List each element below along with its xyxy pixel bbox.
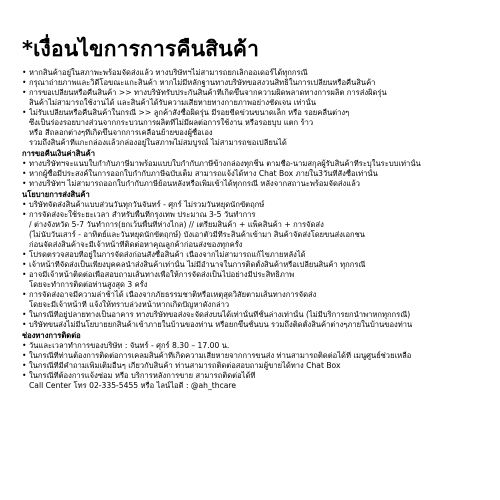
- bullet-icon: •: [22, 179, 27, 188]
- bullet-icon: •: [22, 88, 27, 97]
- list-item-text: บริษัทจัดส่งสินค้าแบบส่วนวันทุกวันจันทร์ - ศุกร์ ไม่รวมวันหยุดนักขัตฤกษ์: [29, 200, 265, 209]
- refund-section-heading: การขอคืนเงินค่าสินค้า: [22, 149, 95, 158]
- delivery-section-heading: นโยบายการส่งสินค้า: [22, 190, 90, 199]
- delivery-list: [12, 200, 492, 330]
- list-item-text: (ไม่นับวันเสาร์ - อาทิตย์และวันหยุดนักขัตฤกษ์) บังเอาตัวมีที่ระสินค้าเข้ามา สินค้าจัดส่งโดยขนส่งเอกชน: [29, 230, 365, 239]
- bullet-icon: •: [22, 270, 27, 279]
- list-item: [22, 200, 492, 210]
- list-item-text: ไม่รับเปลี่ยนหรือคืนสินค้าในกรณี >> ลูกค้าสั่งซื้อผิดรุ่น มีรอยขีดข่วนขนาดเล็ก หรือ รอยคลื่นต่างๆ: [29, 108, 350, 117]
- list-item: [22, 361, 492, 371]
- list-item-text: ซึ่งเป็นร่องรอยบางส่วนจากกระบวนการผลิตที่ไม่มีผลต่อการใช้งาน หรือรอยบุบ แตก ร้าว: [29, 118, 314, 127]
- refund-list: [12, 159, 492, 189]
- list-item-text: ทางบริษัทฯจะแนบใบกำกับภาษีมาพร้อมแบบใบกำกับภาษีข้างกล่องทุกชิ้น ตามชื่อ-นามสกุลผู้รับสินค้าที่ระบุในระบบเท่านั้น: [29, 159, 421, 168]
- bullet-icon: •: [22, 320, 27, 329]
- list-item: [22, 351, 492, 361]
- page-title: *เงื่อนไขการการคืนสินค้า: [22, 37, 260, 61]
- bullet-icon: •: [22, 78, 27, 87]
- list-item-text: ในกรณีที่อยู่ปลายทางเป็นอาคาร ทางบริษัทขอส่งจะจัดส่งบนได้เท่านั้นที่ชั้นล่างเท่านั้น (ไม่มีบริการยกนำพาหกทุกกรณี): [29, 310, 411, 319]
- bullet-icon: •: [22, 310, 27, 319]
- list-item: [22, 78, 492, 88]
- list-item: [22, 88, 492, 108]
- list-item-text: ทางบริษัทฯ ไม่สามารถออกใบกำกับภาษีย้อนหลังหรือเพิ่มเข้าได้ทุกกรณี หลังจากสถานะพร้อมจัดส่งแล้ว: [29, 179, 361, 188]
- bullet-icon: •: [22, 159, 27, 168]
- bullet-icon: •: [22, 200, 27, 209]
- list-item-text: การจัดส่งอาจมีความล่าช้าได้ เนื่องจากภัยธรรมชาติหรือเหตุสุดวิสัยตามเส้นทางการจัดส่ง: [29, 290, 317, 299]
- list-item-text: ในกรณีที่ต้องการแจ้งซ่อม หรือ บริการหลังการขาย สามารถติดต่อได้ที่: [29, 371, 256, 380]
- list-item-text: กรุณาถ่ายภาพและวิดีโอขณะแกะสินค้า หากไม่มีหลักฐานทางบริษัทขอสงวนสิทธิในการเปลี่ยนหรือคืนสินค้า: [29, 78, 376, 87]
- bullet-icon: •: [22, 341, 27, 350]
- list-item: [22, 260, 492, 270]
- list-item: [22, 341, 492, 351]
- list-item: [22, 210, 492, 250]
- list-item-text: อาจมีเจ้าหน้าติดต่อเพื่อสอบถามเส้นทางเพื่อให้การจัดส่งเป็นไปอย่างมีประสิทธิภาพ: [29, 270, 295, 279]
- bullet-icon: •: [22, 371, 27, 380]
- list-item: [22, 169, 492, 179]
- list-item-text: ในกรณีที่มีคำถามเพิ่มเติมอื่นๆ เกี่ยวกับสินค้า ท่านสามารถติดต่อสอบถามผู้ขายได้ทาง Chat Box: [29, 361, 341, 370]
- list-item-text: ในกรณีที่ท่านต้องการติดต่อการเคลมสินค้าที่เกิดความเสียหายจากการขนส่ง ท่านสามารถติดต่อได้ที่ เมนูศูนย์ช่วยเหลือ: [29, 351, 412, 360]
- list-item: [22, 179, 492, 189]
- list-item-text: การจัดส่งจะใช้ระยะเวลา สำหรับพื้นที่กรุงเทพ ประมาณ 3-5 วันทำการ: [29, 210, 256, 219]
- bullet-icon: •: [22, 68, 27, 77]
- contact-list: [12, 341, 492, 391]
- bullet-icon: •: [22, 210, 27, 219]
- bullet-icon: •: [22, 361, 27, 370]
- list-item: [22, 320, 492, 330]
- list-item: [22, 270, 492, 290]
- list-item-text: บริษัทขนส่งไม่มีนโยบายยกสินค้าเข้าภายในบ้านของท่าน หรือยกขึ้นชั้นบน รวมถึงติดตั้งสินค้าต่างๆภายในบ้านของท่าน: [29, 320, 413, 329]
- bullet-icon: •: [22, 108, 27, 117]
- list-item-text: Call Center โทร 02-335-5455 หรือ ไลน์ไอดี : @ah_thcare: [29, 381, 237, 390]
- bullet-icon: •: [22, 351, 27, 360]
- bullet-icon: •: [22, 169, 27, 178]
- bullet-icon: •: [22, 250, 27, 259]
- list-item-text: การขอเปลี่ยนหรือคืนสินค้า >> ทางบริษัทรับประกันสินค้าที่เกิดขึ้นจากความผิดพลาดทางการผลิต การส่งผิดรุ่น: [29, 88, 387, 97]
- list-item-text: / ต่างจังหวัด 5-7 วันทำการ(ยกเว้นพื้นที่ห่างไกล) // เตรียมสินค้า + แพ็คสินค้า + การจัดส่ง: [29, 220, 324, 229]
- list-item-text: วันและเวลาทำการของบริษัท : จันทร์ - ศุกร์ 8.30 – 17.00 น.: [29, 341, 230, 350]
- contact-section-heading: ช่องทางการติดต่อ: [22, 331, 81, 340]
- bullet-icon: •: [22, 290, 27, 299]
- list-item-text: สินค้าไม่สามารถใช้งานได้ และสินค้าได้รับความเสียหายทางกายภาพอย่างชัดเจน เท่านั้น: [29, 98, 317, 107]
- list-item-text: โปรดตรวจสอบที่อยู่ในการจัดส่งก่อนสั่งซื้อสินค้า เนื่องจากไม่สามารถแก้ไขภายหลังได้: [29, 250, 306, 259]
- general-conditions-list: [12, 68, 492, 148]
- list-item-text: ก่อนจัดส่งสินค้าจะมีเจ้าหน้าที่ติดต่อหาคุณลูกค้าก่อนส่งของทุกครั้ง: [29, 240, 243, 249]
- list-item-text: หากผู้ซื้อมีประสงค์ในการออกใบกำกับภาษีฉบับเต็ม สามารถแจ้งได้ทาง Chat Box ภายใน3วันที่สั่งซื้อเท่านั้น: [29, 169, 378, 178]
- list-item-text: หากสินค้าอยู่ในสภาพะพร้อมจัดส่งแล้ว ทางบริษัทฯไม่สามารถยกเลิกออเดอร์ได้ทุกกรณี: [29, 68, 308, 77]
- list-item: [22, 371, 492, 391]
- list-item: [22, 310, 492, 320]
- list-item-text: เจ้าหน้าที่จัดส่งเป็นเพียงบุคคลนำส่งสินค้าเท่านั้น ไม่มีอำนาจในการติดตั้งสินค้าหรือเปลี่ยนสินค้า ทุกกรณี: [29, 260, 366, 269]
- list-item: [22, 159, 492, 169]
- list-item: [22, 68, 492, 78]
- list-item-text: หรือ สีถลอกต่างๆที่เกิดขึ้นจากการเคลื่อนย้ายของผู้ซื้อเอง: [29, 128, 213, 137]
- list-item: [22, 108, 492, 148]
- list-item: [22, 290, 492, 310]
- bullet-icon: •: [22, 260, 27, 269]
- list-item-text: โดยจะทำการติดต่อท่านสูงสุด 3 ครั้ง: [29, 280, 148, 289]
- list-item: [22, 250, 492, 260]
- list-item-text: โดยจะมีเจ้าหน้าที่ แจ้งให้ทราบล่วงหน้าหากเกิดปัญหาดังกล่าว: [29, 300, 230, 309]
- list-item-text: รวมถึงสินค้าที่แกะกล่องแล้วกล่องอยู่ในสภาพไม่สมบูรณ์ ไม่สามารถขอเปลี่ยนได้: [29, 138, 287, 147]
